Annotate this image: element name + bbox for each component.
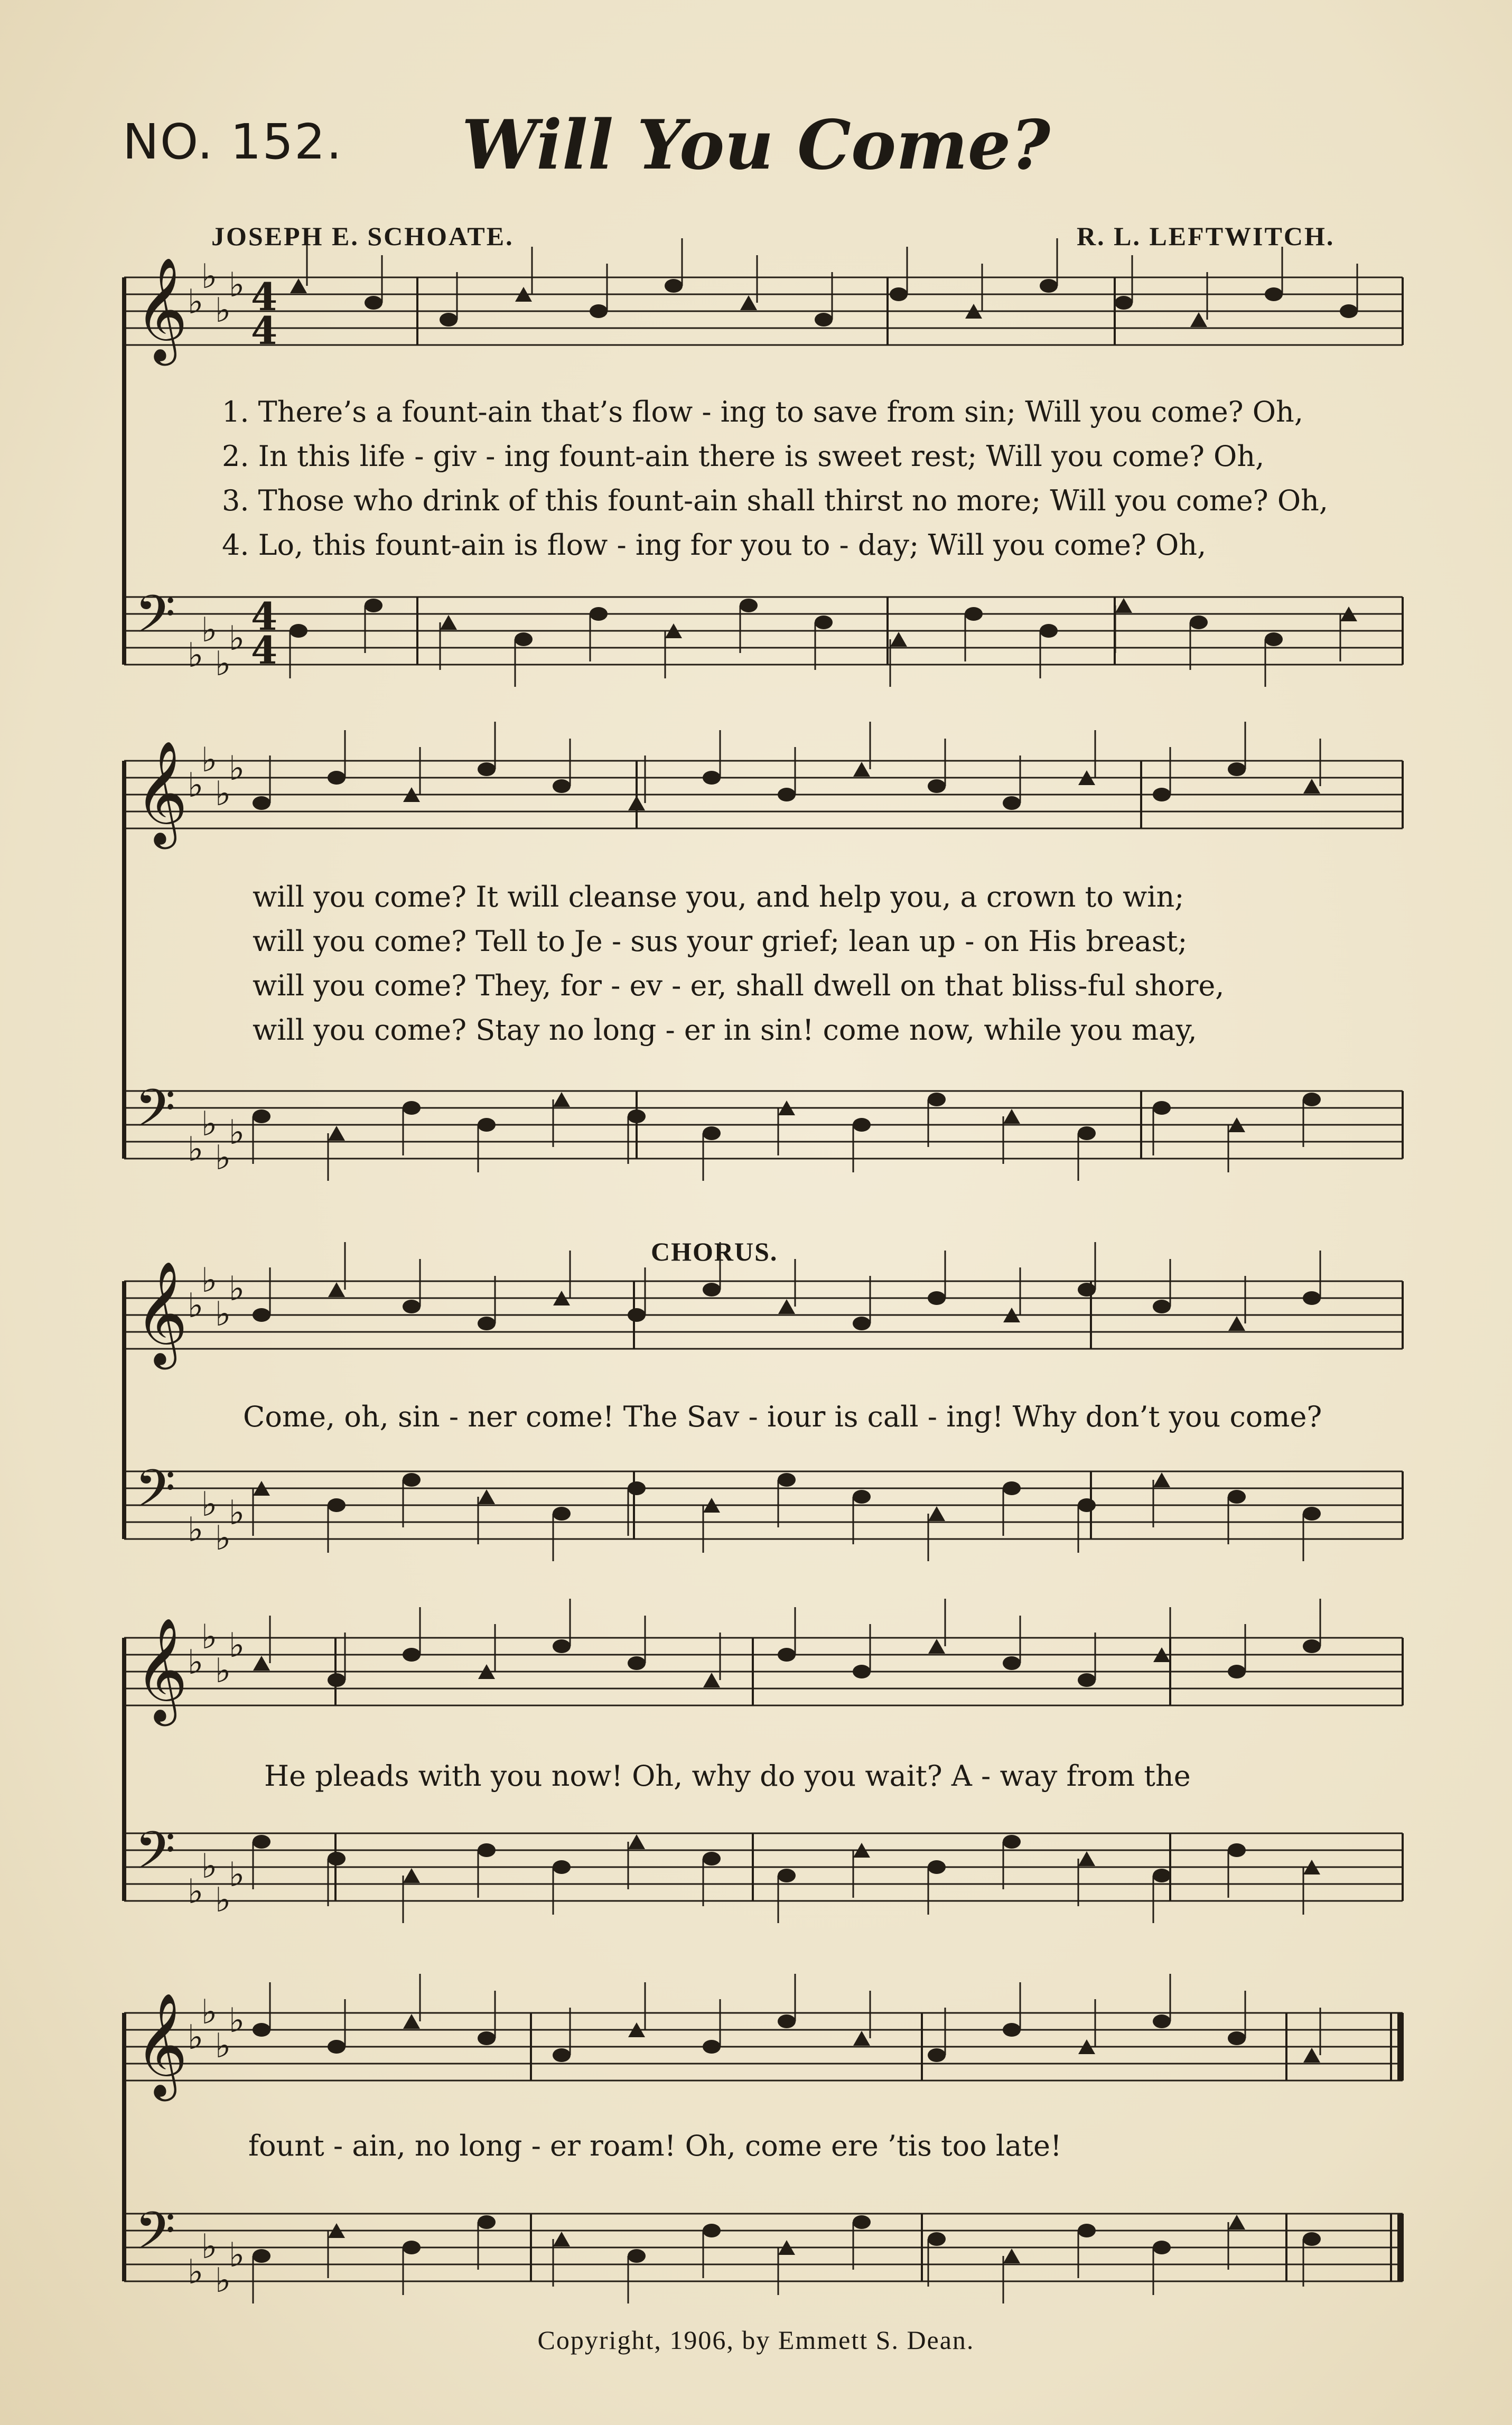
- note-head: [1303, 1639, 1321, 1653]
- note-head: [1078, 2224, 1096, 2237]
- note-head: [253, 2249, 270, 2263]
- flat-icon: ♭: [201, 1261, 218, 1300]
- bass-clef-icon: 𝄢: [135, 2201, 176, 2274]
- flat-icon: ♭: [229, 749, 245, 788]
- flat-icon: ♭: [201, 2227, 218, 2267]
- note-head: [440, 313, 458, 327]
- note-head: [478, 1843, 496, 1857]
- note-head: [703, 2040, 721, 2054]
- author-credit: JOSEPH E. SCHOATE.: [211, 221, 514, 251]
- verse-2-line-3: will you come? They, for - ev - er, shall dwell on that bliss-ful shore,: [253, 969, 1225, 1002]
- flat-icon: ♭: [229, 1855, 245, 1895]
- note-head: [1003, 2249, 1020, 2263]
- flat-icon: ♭: [229, 1626, 245, 1665]
- note-head: [290, 624, 307, 638]
- note-head: [478, 1317, 496, 1330]
- time-signature: 4: [251, 594, 278, 639]
- flat-icon: ♭: [215, 2261, 231, 2300]
- note-head: [553, 1860, 571, 1874]
- flat-icon: ♭: [201, 1485, 218, 1524]
- flat-icon: ♭: [201, 1993, 218, 2032]
- note-head: [703, 771, 721, 785]
- note-head: [703, 1126, 721, 1140]
- note-head: [853, 762, 870, 777]
- note-head: [1115, 598, 1132, 613]
- note-head: [628, 1481, 646, 1495]
- note-head: [1078, 1283, 1096, 1297]
- flat-icon: ♭: [215, 1652, 231, 1691]
- note-head: [1303, 2048, 1320, 2063]
- note-head: [253, 2023, 270, 2037]
- treble-clef-icon: 𝄞: [135, 257, 188, 361]
- note-head: [1303, 1507, 1321, 1521]
- note-head: [328, 1126, 345, 1141]
- note-head: [365, 599, 382, 612]
- note-head: [928, 1291, 946, 1305]
- note-head: [853, 2031, 870, 2046]
- flat-icon: ♭: [215, 1139, 231, 1178]
- bass-clef-icon: 𝄢: [135, 1459, 176, 1532]
- note-head: [1190, 312, 1207, 327]
- time-signature: 4: [251, 308, 278, 353]
- flat-icon: ♭: [229, 2001, 245, 2040]
- note-head: [1153, 1300, 1171, 1313]
- note-head: [928, 1093, 946, 1106]
- note-head: [928, 779, 946, 793]
- note-head: [1228, 762, 1246, 776]
- note-head: [328, 1282, 345, 1297]
- note-head: [1265, 287, 1283, 301]
- note-head: [815, 313, 833, 327]
- flat-icon: ♭: [201, 611, 218, 650]
- note-head: [253, 1308, 270, 1322]
- composer-credit: R. L. LEFTWITCH.: [1077, 221, 1335, 251]
- note-head: [403, 1300, 421, 1313]
- note-head: [328, 1673, 346, 1687]
- flat-icon: ♭: [215, 2027, 231, 2066]
- note-head: [928, 1860, 946, 1874]
- time-signature: 4: [251, 628, 278, 673]
- note-head: [703, 1283, 721, 1297]
- flat-icon: ♭: [229, 619, 245, 658]
- flat-icon: ♭: [229, 1113, 245, 1152]
- note-head: [853, 1665, 871, 1678]
- note-head: [1115, 296, 1133, 310]
- flat-icon: ♭: [229, 1270, 245, 1309]
- note-head: [1153, 1101, 1171, 1115]
- note-head: [553, 1507, 571, 1521]
- flat-icon: ♭: [215, 1519, 231, 1558]
- hymn-number: NO. 152.: [123, 114, 343, 170]
- flat-icon: ♭: [229, 2236, 245, 2275]
- flat-icon: ♭: [215, 775, 231, 814]
- note-head: [1153, 788, 1171, 801]
- note-head: [478, 2215, 496, 2229]
- chorus-line-1: Come, oh, sin - ner come! The Sav - iour is call - ing! Why don’t you come?: [243, 1400, 1322, 1433]
- note-head: [590, 607, 608, 621]
- chorus-line-2: He pleads with you now! Oh, why do you wait? A - way from the: [264, 1759, 1191, 1793]
- note-head: [553, 1092, 570, 1107]
- note-head: [328, 771, 346, 785]
- note-head: [628, 1834, 645, 1849]
- flat-icon: ♭: [188, 766, 204, 805]
- note-head: [853, 1490, 871, 1504]
- note-head: [928, 1506, 945, 1521]
- note-head: [740, 599, 758, 612]
- treble-clef-icon: 𝄞: [135, 1617, 188, 1722]
- note-head: [628, 1656, 646, 1670]
- note-head: [778, 1299, 795, 1314]
- note-head: [1265, 632, 1283, 646]
- note-head: [628, 796, 645, 810]
- note-head: [1078, 1673, 1096, 1687]
- note-head: [403, 1868, 420, 1883]
- note-head: [853, 2215, 871, 2229]
- note-head: [740, 295, 757, 310]
- flat-icon: ♭: [188, 1130, 204, 1169]
- note-head: [853, 1118, 871, 1132]
- note-head: [778, 788, 796, 801]
- verse-1-line-3: 3. Those who drink of this fount-ain shall thirst no more; Will you come? Oh,: [222, 484, 1329, 517]
- flat-icon: ♭: [188, 1872, 204, 1911]
- note-head: [478, 762, 496, 776]
- note-head: [778, 1869, 796, 1882]
- note-head: [1228, 2031, 1246, 2045]
- note-head: [1040, 624, 1058, 638]
- note-head: [553, 1639, 571, 1653]
- note-head: [628, 1308, 646, 1322]
- note-head: [365, 296, 382, 310]
- note-head: [1153, 1472, 1170, 1487]
- note-head: [328, 1852, 346, 1866]
- chorus-label: CHORUS.: [651, 1237, 778, 1266]
- note-head: [1078, 1851, 1095, 1866]
- note-head: [253, 1835, 270, 1849]
- note-head: [590, 304, 608, 318]
- note-head: [1040, 279, 1058, 293]
- flat-icon: ♭: [201, 1847, 218, 1886]
- note-head: [1228, 1490, 1246, 1504]
- chorus-line-3: fount - ain, no long - er roam! Oh, come ere ’tis too late!: [248, 2129, 1062, 2162]
- copyright-notice: Copyright, 1906, by Emmett S. Dean.: [537, 2325, 975, 2355]
- note-head: [515, 632, 533, 646]
- flat-icon: ♭: [188, 283, 204, 322]
- note-head: [328, 1498, 346, 1512]
- note-head: [1153, 1869, 1171, 1882]
- note-head: [290, 278, 307, 293]
- note-head: [403, 2241, 421, 2254]
- flat-icon: ♭: [188, 2018, 204, 2057]
- verse-1-line-4: 4. Lo, this fount-ain is flow - ing for you to - day; Will you come? Oh,: [222, 528, 1207, 562]
- flat-icon: ♭: [215, 291, 231, 330]
- note-head: [1228, 1665, 1246, 1678]
- note-head: [553, 779, 571, 793]
- flat-icon: ♭: [188, 636, 204, 675]
- flat-icon: ♭: [201, 1618, 218, 1657]
- note-head: [253, 796, 270, 810]
- note-head: [778, 2014, 796, 2028]
- bass-clef-icon: 𝄢: [135, 584, 176, 658]
- treble-clef-icon: 𝄞: [135, 1261, 188, 1365]
- note-head: [703, 1852, 721, 1866]
- note-head: [553, 2232, 570, 2246]
- flat-icon: ♭: [229, 1494, 245, 1533]
- flat-icon: ♭: [215, 1295, 231, 1334]
- note-head: [853, 1317, 871, 1330]
- note-head: [778, 1648, 796, 1662]
- note-head: [928, 2048, 946, 2062]
- note-head: [328, 2040, 346, 2054]
- flat-icon: ♭: [215, 1881, 231, 1920]
- note-head: [815, 615, 833, 629]
- note-head: [253, 1109, 270, 1123]
- note-head: [1003, 1109, 1020, 1124]
- note-head: [478, 1489, 495, 1504]
- note-head: [478, 2031, 496, 2045]
- note-head: [1303, 779, 1320, 794]
- note-head: [1228, 1843, 1246, 1857]
- note-head: [403, 1648, 421, 1662]
- flat-icon: ♭: [188, 1286, 204, 1326]
- verse-2-line-1: will you come? It will cleanse you, and help you, a crown to win;: [253, 880, 1184, 913]
- verse-2-line-2: will you come? Tell to Je - sus your grief; lean up - on His breast;: [253, 925, 1188, 958]
- note-head: [703, 1673, 720, 1687]
- bass-clef-icon: 𝄢: [135, 1078, 176, 1152]
- note-head: [778, 1473, 796, 1487]
- treble-clef-icon: 𝄞: [135, 740, 188, 845]
- flat-icon: ♭: [201, 741, 218, 780]
- note-head: [553, 2048, 571, 2062]
- note-head: [403, 2014, 420, 2029]
- note-head: [965, 607, 983, 621]
- note-head: [1003, 1835, 1021, 1849]
- flat-icon: ♭: [215, 645, 231, 684]
- note-head: [1303, 1093, 1321, 1106]
- note-head: [1003, 1481, 1021, 1495]
- note-head: [1003, 1656, 1021, 1670]
- note-head: [1303, 1291, 1321, 1305]
- note-head: [1153, 2241, 1171, 2254]
- flat-icon: ♭: [188, 1510, 204, 1550]
- note-head: [628, 2249, 646, 2263]
- treble-clef-icon: 𝄞: [135, 1992, 188, 2097]
- bass-clef-icon: 𝄢: [135, 1821, 176, 1894]
- note-head: [478, 1118, 496, 1132]
- flat-icon: ♭: [201, 257, 218, 296]
- note-head: [440, 615, 457, 630]
- note-head: [928, 1639, 945, 1654]
- verse-1-line-2: 2. In this life - giv - ing fount-ain there is sweet rest; Will you come? Oh,: [222, 440, 1265, 473]
- note-head: [1190, 615, 1208, 629]
- note-head: [1228, 1316, 1245, 1331]
- note-head: [403, 1473, 421, 1487]
- note-head: [1078, 1126, 1096, 1140]
- flat-icon: ♭: [201, 1105, 218, 1144]
- flat-icon: ♭: [188, 2253, 204, 2292]
- note-head: [1228, 2215, 1245, 2230]
- note-head: [1340, 304, 1358, 318]
- note-head: [1003, 2023, 1021, 2037]
- note-head: [628, 1109, 646, 1123]
- note-head: [1078, 1498, 1096, 1512]
- note-head: [1153, 2014, 1171, 2028]
- verse-2-line-4: will you come? Stay no long - er in sin! come now, while you may,: [253, 1013, 1197, 1047]
- note-head: [703, 2224, 721, 2237]
- note-head: [253, 1656, 270, 1671]
- hymn-title: Will You Come?: [461, 106, 1051, 185]
- flat-icon: ♭: [229, 266, 245, 305]
- verse-1-line-1: 1. There’s a fount-ain that’s flow - ing to save from sin; Will you come? Oh,: [222, 395, 1303, 428]
- time-signature: 4: [251, 274, 278, 319]
- note-head: [890, 287, 908, 301]
- note-head: [1003, 796, 1021, 810]
- note-head: [928, 2232, 946, 2246]
- note-head: [1303, 2232, 1321, 2246]
- note-head: [890, 632, 907, 647]
- note-head: [665, 279, 683, 293]
- flat-icon: ♭: [188, 1643, 204, 1682]
- note-head: [403, 1101, 421, 1115]
